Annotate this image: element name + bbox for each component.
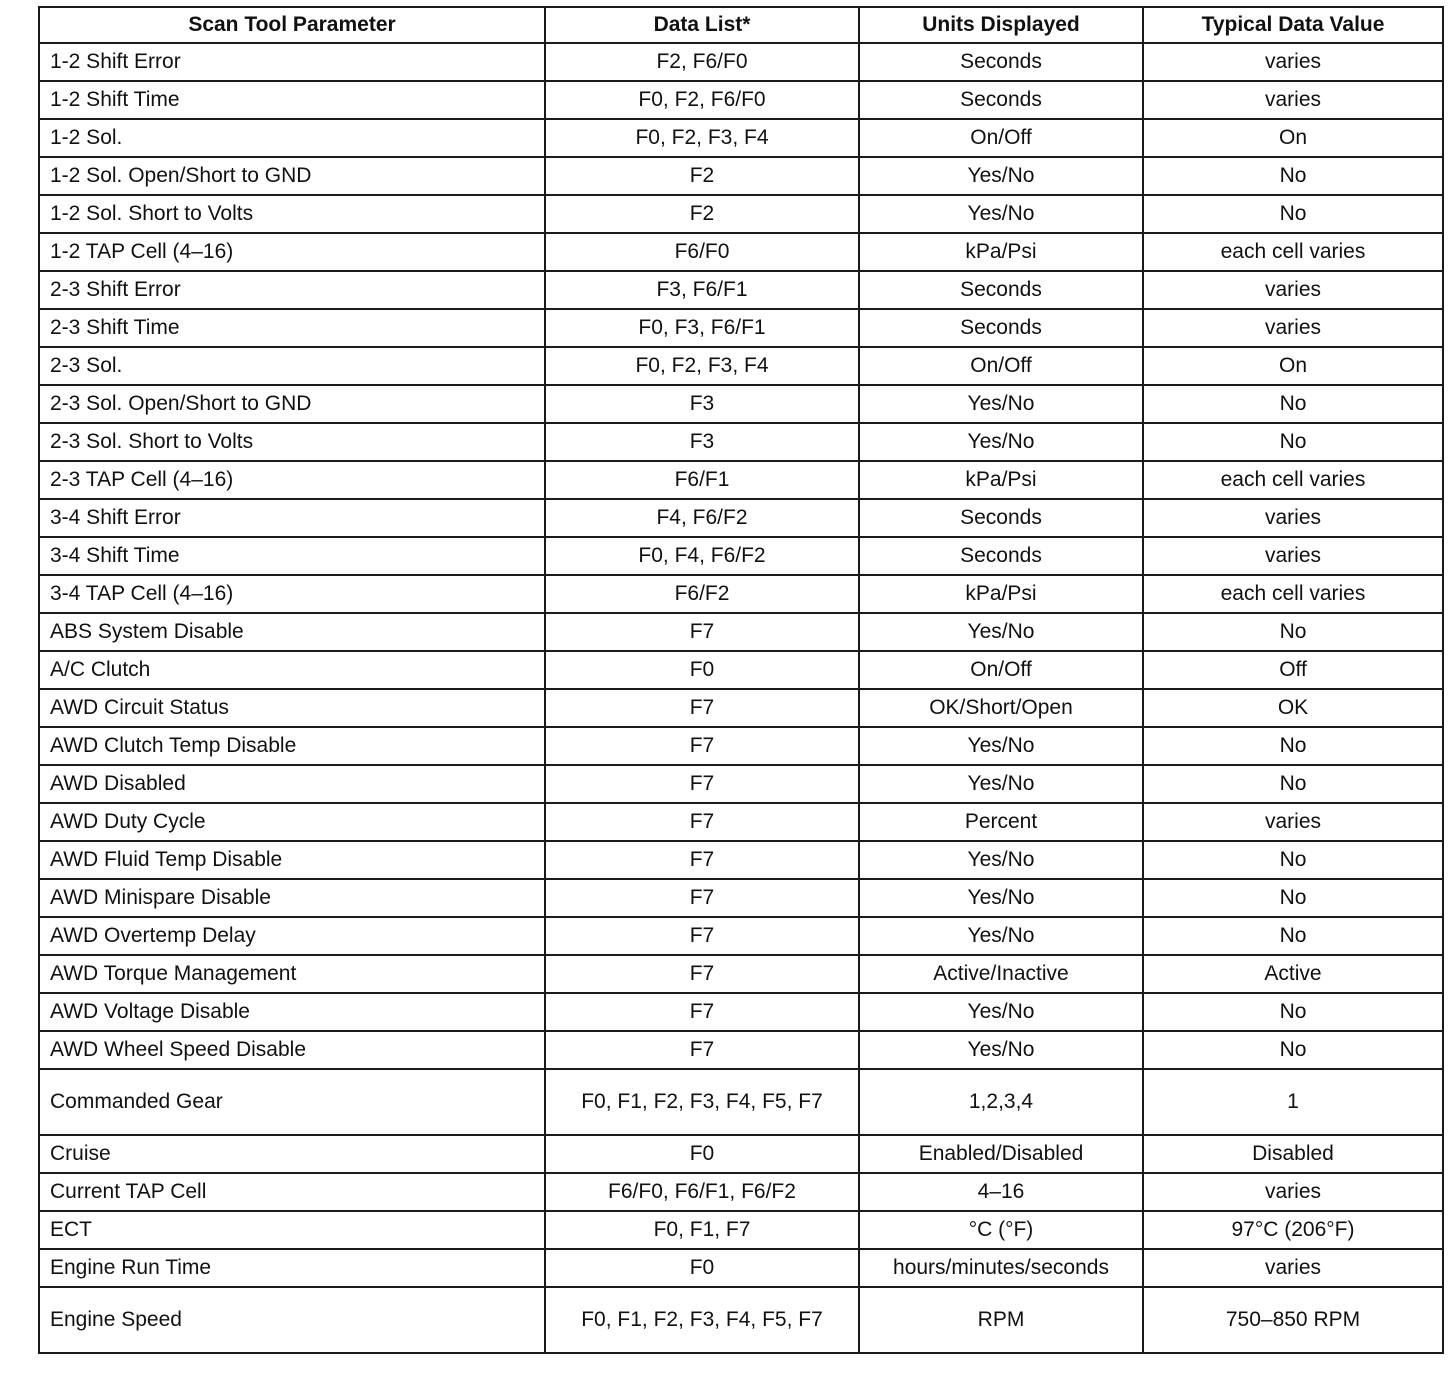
cell-data-list: F0, F4, F6/F2 — [545, 537, 859, 575]
cell-parameter: 3-4 TAP Cell (4–16) — [39, 575, 545, 613]
table-row — [39, 841, 1443, 879]
cell-typical-value: each cell varies — [1143, 575, 1443, 613]
cell-units: Active/Inactive — [859, 955, 1143, 993]
cell-parameter: AWD Fluid Temp Disable — [39, 841, 545, 879]
cell-data-list: F7 — [545, 879, 859, 917]
cell-data-list: F7 — [545, 803, 859, 841]
cell-units: Percent — [859, 803, 1143, 841]
cell-parameter: AWD Circuit Status — [39, 689, 545, 727]
cell-typical-value: No — [1143, 993, 1443, 1031]
cell-typical-value: No — [1143, 613, 1443, 651]
cell-data-list: F6/F0 — [545, 233, 859, 271]
cell-parameter: 1-2 Shift Error — [39, 43, 545, 81]
cell-parameter: Engine Run Time — [39, 1249, 545, 1287]
table-row — [39, 917, 1443, 955]
cell-units: Yes/No — [859, 879, 1143, 917]
table-row — [39, 651, 1443, 689]
cell-typical-value: varies — [1143, 81, 1443, 119]
cell-typical-value: each cell varies — [1143, 233, 1443, 271]
header-units-displayed: Units Displayed — [859, 7, 1143, 43]
cell-typical-value: No — [1143, 1031, 1443, 1069]
table-row — [39, 613, 1443, 651]
cell-typical-value: No — [1143, 727, 1443, 765]
cell-parameter: ECT — [39, 1211, 545, 1249]
cell-data-list: F2 — [545, 195, 859, 233]
cell-parameter: 3-4 Shift Time — [39, 537, 545, 575]
cell-parameter: AWD Clutch Temp Disable — [39, 727, 545, 765]
cell-units: On/Off — [859, 347, 1143, 385]
cell-parameter: Commanded Gear — [39, 1069, 545, 1135]
cell-typical-value: varies — [1143, 1173, 1443, 1211]
cell-parameter: AWD Wheel Speed Disable — [39, 1031, 545, 1069]
table-row — [39, 1069, 1443, 1135]
table-row — [39, 43, 1443, 81]
header-row — [39, 7, 1443, 43]
table-row — [39, 347, 1443, 385]
cell-units: Yes/No — [859, 613, 1143, 651]
cell-data-list: F0 — [545, 1135, 859, 1173]
cell-parameter: 2-3 TAP Cell (4–16) — [39, 461, 545, 499]
cell-typical-value: varies — [1143, 1249, 1443, 1287]
cell-parameter: 2-3 Shift Time — [39, 309, 545, 347]
scan-tool-data-table — [38, 6, 1444, 1354]
cell-units: kPa/Psi — [859, 575, 1143, 613]
cell-data-list: F7 — [545, 841, 859, 879]
table-row — [39, 689, 1443, 727]
table-row — [39, 309, 1443, 347]
cell-units: Yes/No — [859, 727, 1143, 765]
table-row — [39, 765, 1443, 803]
cell-units: Seconds — [859, 499, 1143, 537]
table-row — [39, 993, 1443, 1031]
table-row — [39, 1135, 1443, 1173]
cell-data-list: F2, F6/F0 — [545, 43, 859, 81]
table-row — [39, 233, 1443, 271]
table-row — [39, 119, 1443, 157]
cell-typical-value: No — [1143, 195, 1443, 233]
cell-typical-value: 1 — [1143, 1069, 1443, 1135]
cell-parameter: AWD Voltage Disable — [39, 993, 545, 1031]
table-row — [39, 271, 1443, 309]
cell-typical-value: varies — [1143, 309, 1443, 347]
cell-data-list: F0 — [545, 1249, 859, 1287]
table-row — [39, 157, 1443, 195]
cell-parameter: 1-2 TAP Cell (4–16) — [39, 233, 545, 271]
cell-parameter: AWD Torque Management — [39, 955, 545, 993]
cell-typical-value: 97°C (206°F) — [1143, 1211, 1443, 1249]
cell-typical-value: On — [1143, 347, 1443, 385]
cell-units: °C (°F) — [859, 1211, 1143, 1249]
cell-units: hours/minutes/seconds — [859, 1249, 1143, 1287]
cell-data-list: F0 — [545, 651, 859, 689]
cell-parameter: 2-3 Shift Error — [39, 271, 545, 309]
cell-data-list: F7 — [545, 765, 859, 803]
cell-parameter: ABS System Disable — [39, 613, 545, 651]
cell-parameter: AWD Disabled — [39, 765, 545, 803]
cell-parameter: 2-3 Sol. — [39, 347, 545, 385]
header-scan-tool-parameter: Scan Tool Parameter — [39, 7, 545, 43]
table-row — [39, 461, 1443, 499]
cell-typical-value: No — [1143, 423, 1443, 461]
cell-units: OK/Short/Open — [859, 689, 1143, 727]
cell-typical-value: No — [1143, 385, 1443, 423]
cell-typical-value: each cell varies — [1143, 461, 1443, 499]
cell-units: Yes/No — [859, 423, 1143, 461]
cell-data-list: F3 — [545, 385, 859, 423]
cell-data-list: F0, F1, F2, F3, F4, F5, F7 — [545, 1069, 859, 1135]
cell-units: Yes/No — [859, 1031, 1143, 1069]
cell-data-list: F7 — [545, 993, 859, 1031]
cell-parameter: 1-2 Sol. Open/Short to GND — [39, 157, 545, 195]
table-row — [39, 727, 1443, 765]
cell-data-list: F0, F3, F6/F1 — [545, 309, 859, 347]
cell-typical-value: On — [1143, 119, 1443, 157]
table-row — [39, 537, 1443, 575]
cell-parameter: 1-2 Shift Time — [39, 81, 545, 119]
cell-data-list: F4, F6/F2 — [545, 499, 859, 537]
cell-units: Seconds — [859, 309, 1143, 347]
cell-typical-value: Off — [1143, 651, 1443, 689]
cell-data-list: F6/F0, F6/F1, F6/F2 — [545, 1173, 859, 1211]
cell-units: Yes/No — [859, 157, 1143, 195]
table-row — [39, 81, 1443, 119]
cell-units: Seconds — [859, 271, 1143, 309]
cell-data-list: F7 — [545, 955, 859, 993]
cell-units: Seconds — [859, 43, 1143, 81]
table-header — [39, 7, 1443, 43]
cell-parameter: 3-4 Shift Error — [39, 499, 545, 537]
cell-units: Seconds — [859, 537, 1143, 575]
cell-parameter: 1-2 Sol. Short to Volts — [39, 195, 545, 233]
cell-typical-value: No — [1143, 765, 1443, 803]
cell-typical-value: No — [1143, 879, 1443, 917]
cell-data-list: F0, F2, F3, F4 — [545, 347, 859, 385]
cell-typical-value: No — [1143, 157, 1443, 195]
table-row — [39, 955, 1443, 993]
table-row — [39, 879, 1443, 917]
cell-units: kPa/Psi — [859, 233, 1143, 271]
cell-parameter: AWD Overtemp Delay — [39, 917, 545, 955]
cell-parameter: 2-3 Sol. Open/Short to GND — [39, 385, 545, 423]
table-row — [39, 195, 1443, 233]
table-row — [39, 803, 1443, 841]
cell-parameter: A/C Clutch — [39, 651, 545, 689]
table-row — [39, 1211, 1443, 1249]
cell-units: Seconds — [859, 81, 1143, 119]
cell-units: On/Off — [859, 651, 1143, 689]
header-data-list: Data List* — [545, 7, 859, 43]
cell-units: Yes/No — [859, 195, 1143, 233]
cell-units: kPa/Psi — [859, 461, 1143, 499]
table-row — [39, 1287, 1443, 1353]
cell-parameter: 2-3 Sol. Short to Volts — [39, 423, 545, 461]
cell-parameter: 1-2 Sol. — [39, 119, 545, 157]
cell-parameter: AWD Minispare Disable — [39, 879, 545, 917]
cell-units: Yes/No — [859, 993, 1143, 1031]
cell-data-list: F0, F1, F2, F3, F4, F5, F7 — [545, 1287, 859, 1353]
table-row — [39, 1031, 1443, 1069]
cell-typical-value: varies — [1143, 537, 1443, 575]
cell-typical-value: No — [1143, 917, 1443, 955]
cell-units: Yes/No — [859, 765, 1143, 803]
cell-typical-value: varies — [1143, 271, 1443, 309]
cell-typical-value: 750–850 RPM — [1143, 1287, 1443, 1353]
cell-typical-value: No — [1143, 841, 1443, 879]
cell-units: RPM — [859, 1287, 1143, 1353]
cell-typical-value: Active — [1143, 955, 1443, 993]
cell-data-list: F2 — [545, 157, 859, 195]
cell-typical-value: Disabled — [1143, 1135, 1443, 1173]
cell-units: 1,2,3,4 — [859, 1069, 1143, 1135]
cell-data-list: F6/F1 — [545, 461, 859, 499]
cell-parameter: Engine Speed — [39, 1287, 545, 1353]
cell-data-list: F0, F2, F3, F4 — [545, 119, 859, 157]
cell-units: Yes/No — [859, 385, 1143, 423]
cell-data-list: F6/F2 — [545, 575, 859, 613]
cell-data-list: F7 — [545, 1031, 859, 1069]
table-row — [39, 385, 1443, 423]
cell-parameter: AWD Duty Cycle — [39, 803, 545, 841]
cell-parameter: Cruise — [39, 1135, 545, 1173]
table-row — [39, 1173, 1443, 1211]
table-row — [39, 575, 1443, 613]
cell-typical-value: varies — [1143, 499, 1443, 537]
cell-data-list: F7 — [545, 689, 859, 727]
cell-data-list: F3, F6/F1 — [545, 271, 859, 309]
cell-units: On/Off — [859, 119, 1143, 157]
cell-units: Yes/No — [859, 841, 1143, 879]
cell-data-list: F7 — [545, 917, 859, 955]
cell-units: Yes/No — [859, 917, 1143, 955]
cell-typical-value: varies — [1143, 803, 1443, 841]
header-typical-data-value: Typical Data Value — [1143, 7, 1443, 43]
cell-data-list: F7 — [545, 727, 859, 765]
table-body — [39, 43, 1443, 1353]
cell-data-list: F0, F1, F7 — [545, 1211, 859, 1249]
table-row — [39, 499, 1443, 537]
cell-units: 4–16 — [859, 1173, 1143, 1211]
table-row — [39, 1249, 1443, 1287]
table-row — [39, 423, 1443, 461]
cell-typical-value: OK — [1143, 689, 1443, 727]
cell-parameter: Current TAP Cell — [39, 1173, 545, 1211]
cell-data-list: F0, F2, F6/F0 — [545, 81, 859, 119]
cell-data-list: F7 — [545, 613, 859, 651]
cell-typical-value: varies — [1143, 43, 1443, 81]
cell-data-list: F3 — [545, 423, 859, 461]
cell-units: Enabled/Disabled — [859, 1135, 1143, 1173]
